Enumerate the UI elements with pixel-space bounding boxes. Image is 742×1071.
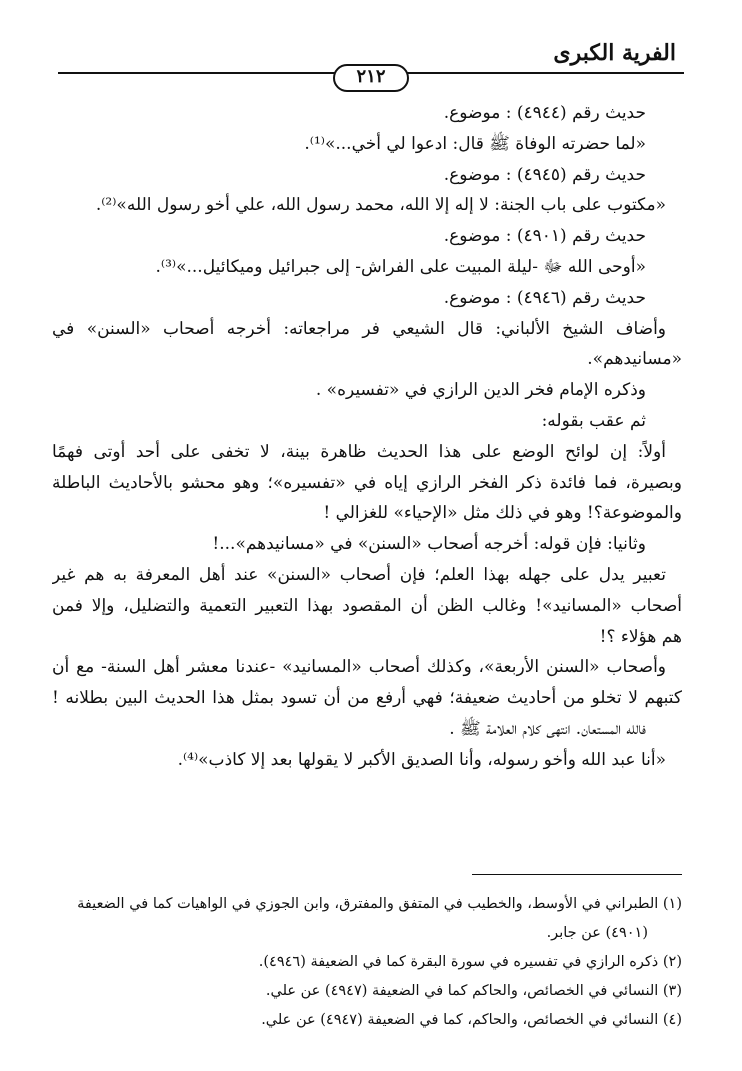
text-line: حديث رقم (٤٩٤٦) : موضوع. xyxy=(443,287,646,308)
footnote: (٣) النسائي في الخصائص، والحاكم كما في الضعيفة (٤٩٤٧) عن علي. xyxy=(265,983,682,999)
text-line: «مسانيدهم». xyxy=(587,349,682,370)
main-text xyxy=(52,98,682,776)
text-line: وأضاف الشيخ الألباني: قال الشيعي فر مراجعاته: أخرجه أصحاب «السنن» في xyxy=(52,318,666,339)
text-line: حديث رقم (٤٩٠١) : موضوع. xyxy=(443,226,646,247)
text-line: والموضوعة؟! وهو في ذلك مثل «الإحياء» للغزالي ! xyxy=(323,503,682,524)
text-line: وثانيا: فإن قوله: أخرجه أصحاب «السنن» في «مسانيدهم»...! xyxy=(212,534,646,555)
page-number: ٢١٢ xyxy=(333,64,409,92)
running-title: الفرية الكبرى xyxy=(553,40,676,66)
footnotes xyxy=(52,890,682,1035)
footnote: (٢) ذكره الرازي في تفسيره في سورة البقرة كما في الضعيفة (٤٩٤٦). xyxy=(258,954,682,970)
text-line: تعبير يدل على جهله بهذا العلم؛ فإن أصحاب «السنن» عند أهل المعرفة به هم غير xyxy=(52,564,666,585)
text-line: «أوحى الله ﷻ -ليلة المبيت على الفراش- إلى جبرائيل وميكائيل...»⁽³⁾. xyxy=(155,256,646,277)
page-header xyxy=(58,40,684,100)
footnote: (٤٩٠١) عن جابر. xyxy=(546,925,648,941)
text-line: أولاً: إن لوائح الوضع على هذا الحديث ظاهرة بينة، لا تخفى على أحد أوتى فهمًا xyxy=(52,441,666,462)
footnote: (١) الطبراني في الأوسط، والخطيب في المتفق والمفترق، وابن الجوزي في الواهيات كما في الضعيفة xyxy=(77,896,682,912)
text-line: «مكتوب على باب الجنة: لا إله إلا الله، محمد رسول الله، علي أخو رسول الله»⁽²⁾. xyxy=(95,195,666,216)
text-line: «أنا عبد الله وأخو رسوله، وأنا الصديق الأكبر لا يقولها بعد إلا كاذب»⁽⁴⁾. xyxy=(177,749,666,770)
text-line: وذكره الإمام فخر الدين الرازي في «تفسيره» . xyxy=(315,380,646,401)
text-line: أصحاب «المسانيد»! وغالب الظن أن المقصود بهذا التعبير التعمية والتضليل، وإلا فمن xyxy=(52,595,682,616)
text-line: «لما حضرته الوفاة ﷺ قال: ادعوا لي أخي...»⁽¹⁾. xyxy=(304,133,646,154)
text-line: حديث رقم (٤٩٤٤) : موضوع. xyxy=(443,103,646,123)
text-line: فالله المستعان. انتهى كلام العلامة ﷺ . xyxy=(449,718,646,739)
text-line: وبصيرة، فما فائدة ذكر الفخر الرازي إياه في «تفسيره»؛ وهو محشو بالأحاديث الباطلة xyxy=(52,472,682,493)
text-line: ثم عقب بقوله: xyxy=(541,410,646,431)
footnote-separator xyxy=(472,874,682,875)
text-line: وأصحاب «السنن الأربعة»، وكذلك أصحاب «المسانيد» -عندنا معشر أهل السنة- مع أن xyxy=(52,657,666,678)
text-line: هم هؤلاء ؟! xyxy=(599,626,682,647)
text-line: حديث رقم (٤٩٤٥) : موضوع. xyxy=(443,164,646,185)
footnote: (٤) النسائي في الخصائص، والحاكم، كما في الضعيفة (٤٩٤٧) عن علي. xyxy=(261,1012,682,1028)
text-line: كتبهم لا تخلو من أحاديث ضعيفة؛ فهي أرفع من أن تسود بمثل هذا الحديث البين بطلانه ! xyxy=(52,688,682,709)
